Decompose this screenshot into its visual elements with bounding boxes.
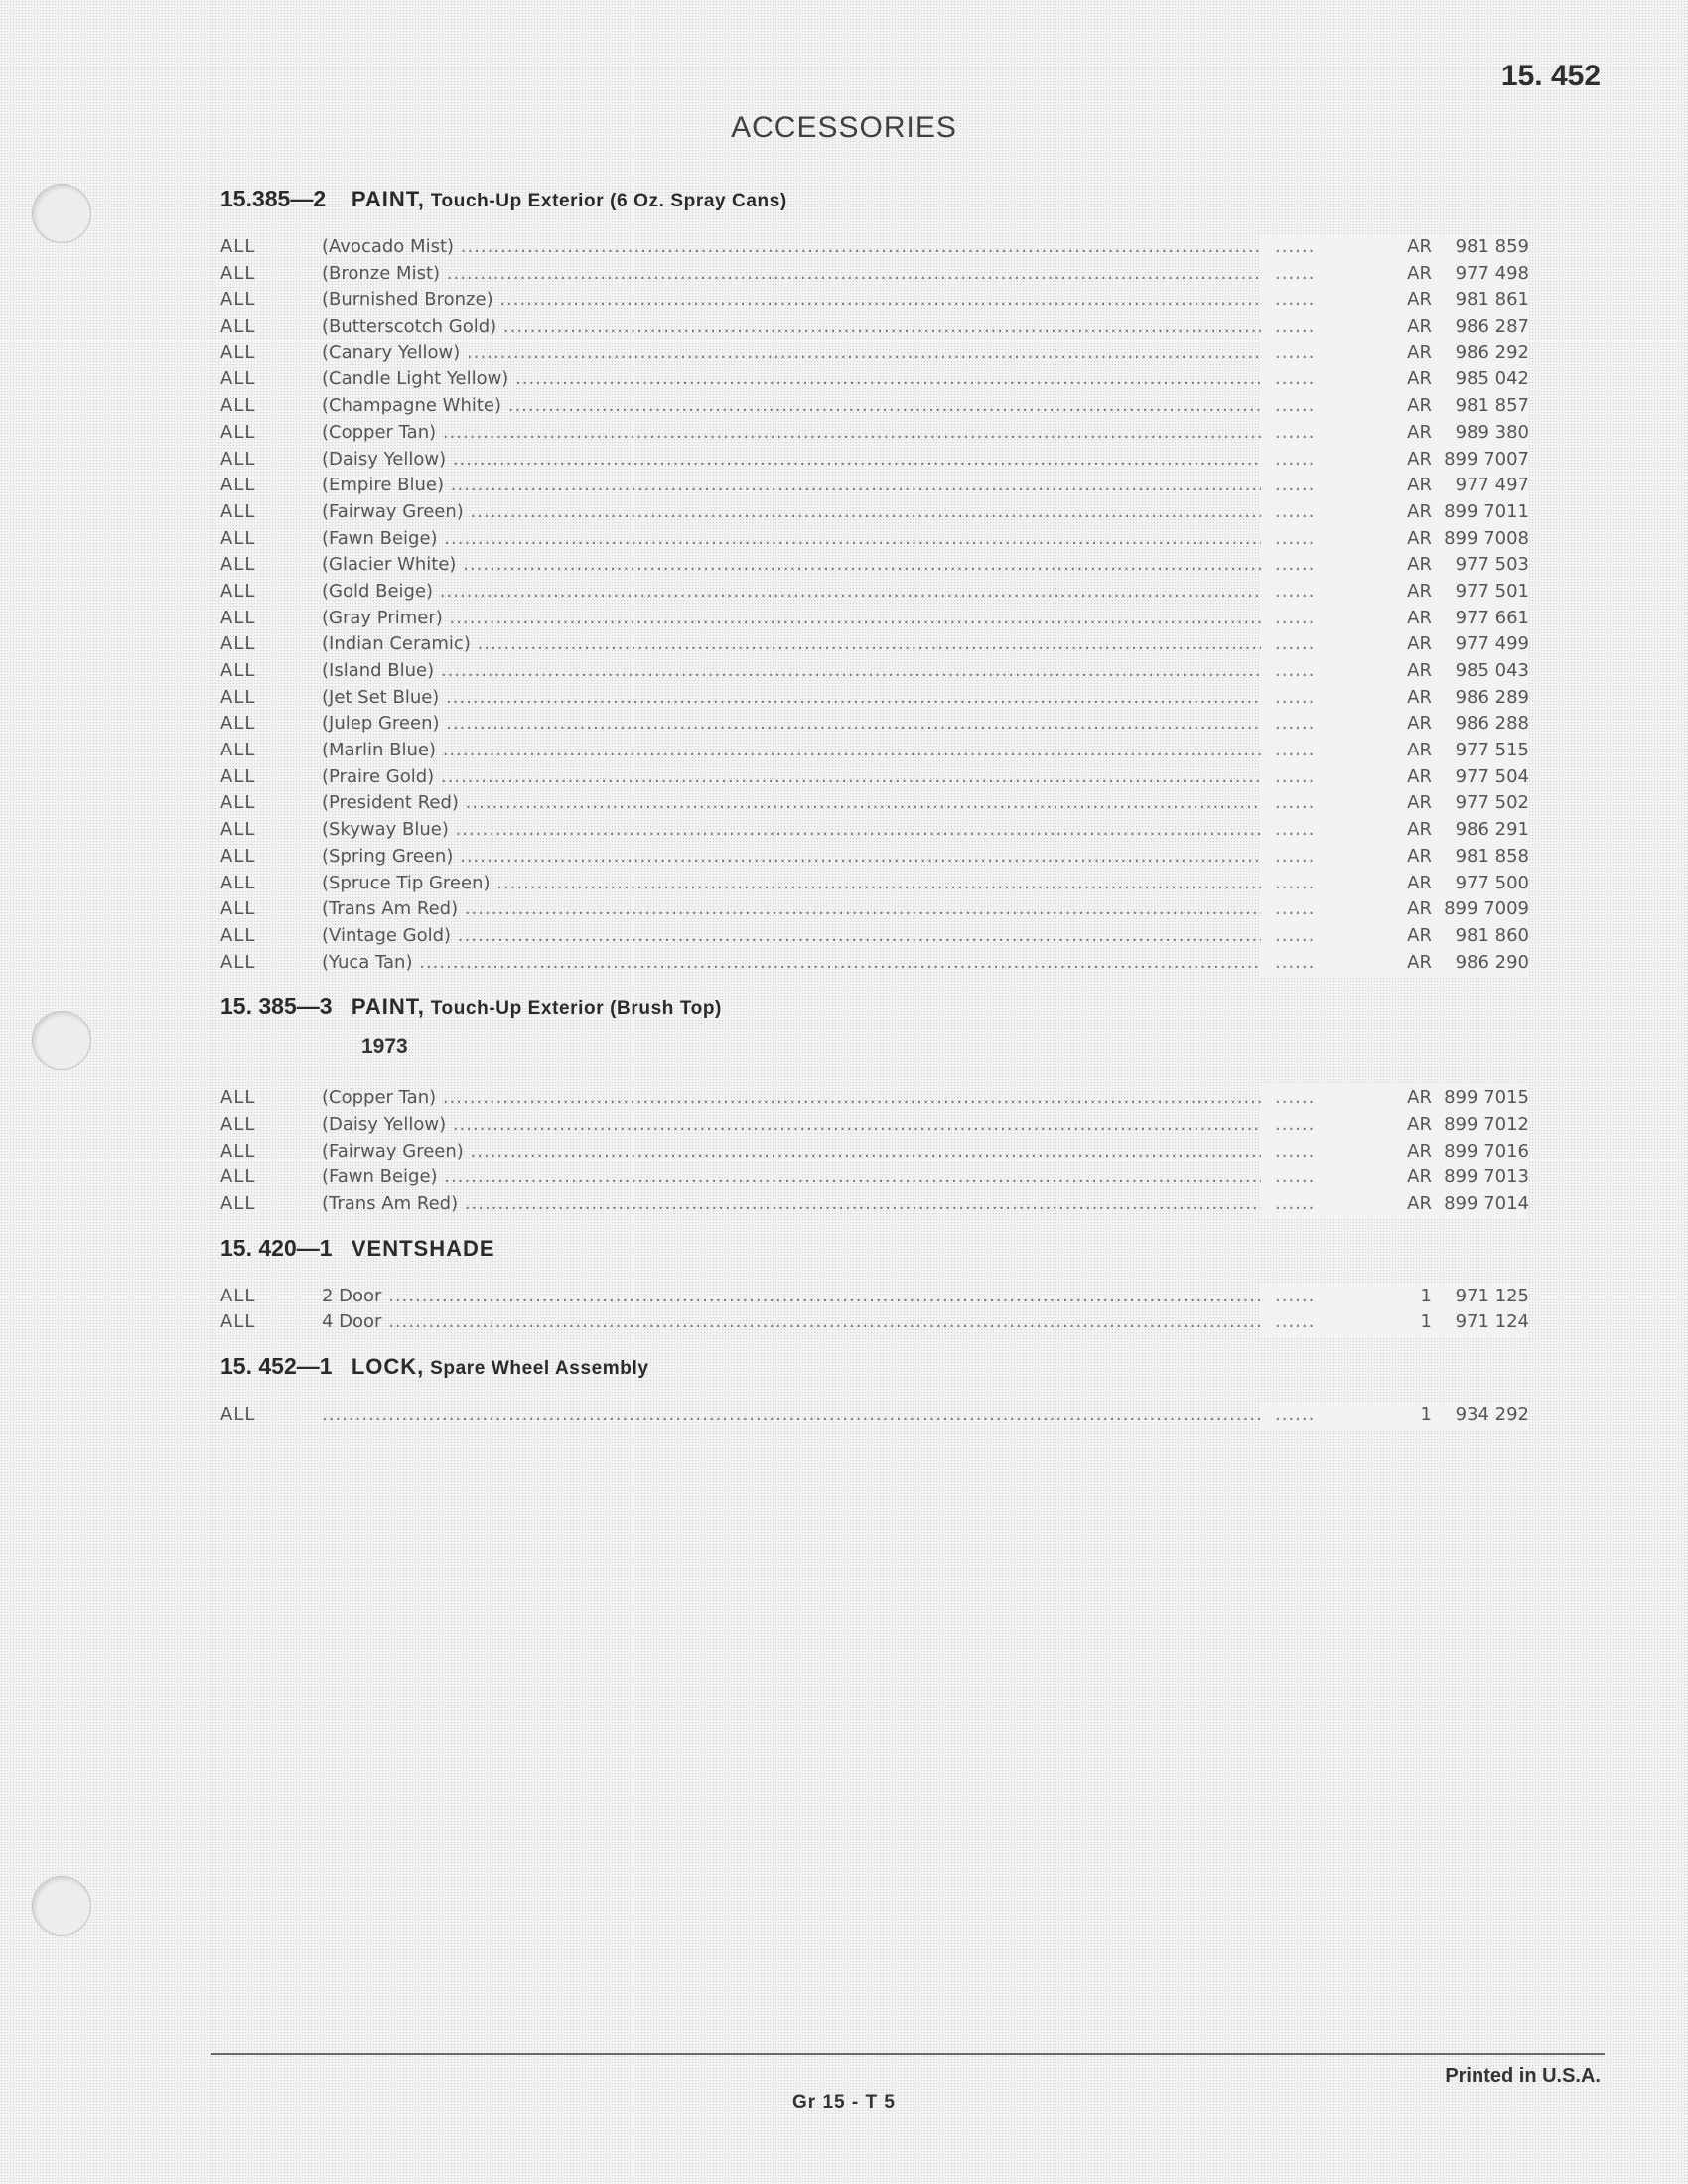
description-cell: (Fawn Beige) ..... xyxy=(322,1164,1440,1191)
description-cell: (Butterscotch Gold) ..... xyxy=(322,314,1440,341)
table-row xyxy=(220,685,1531,712)
leader-dots: ...... xyxy=(1261,499,1384,526)
section-description: Touch-Up Exterior (Brush Top) xyxy=(430,998,722,1020)
table-row xyxy=(220,579,1531,606)
page-title: ACCESSORIES xyxy=(731,111,957,144)
quantity-cell: 1 xyxy=(1352,1402,1454,1429)
leader-dots: ...... xyxy=(1261,341,1384,367)
leader-dots: ...... xyxy=(1261,817,1384,844)
table-row xyxy=(220,447,1531,474)
description-cell: (Glacier White) ..... xyxy=(322,552,1440,579)
section-description: Spare Wheel Assembly xyxy=(430,1358,649,1380)
printed-in-notice: Printed in U.S.A. xyxy=(1445,2065,1601,2087)
part-number-cell: 981 857 xyxy=(1432,393,1529,420)
table-row xyxy=(220,1085,1531,1112)
description-cell: 2 Door ..... xyxy=(322,1284,1440,1310)
quantity-cell: AR xyxy=(1352,261,1454,288)
part-number-cell: 985 043 xyxy=(1432,658,1529,685)
part-number-cell: 985 042 xyxy=(1432,366,1529,393)
part-number-cell: 977 502 xyxy=(1432,790,1529,817)
description-cell: (Avocado Mist) ..... xyxy=(322,234,1440,261)
section-code: 15.385—2 xyxy=(220,186,327,211)
part-number-cell: 977 661 xyxy=(1432,606,1529,632)
quantity-cell: AR xyxy=(1352,420,1454,447)
model-cell: ALL xyxy=(220,713,256,735)
description-cell: (Spring Green) ..... xyxy=(322,844,1440,871)
quantity-cell: AR xyxy=(1352,631,1454,658)
table-row xyxy=(220,261,1531,288)
leader-dots: ...... xyxy=(1261,473,1384,499)
table-row xyxy=(220,923,1531,950)
part-number-cell: 899 7012 xyxy=(1432,1112,1529,1139)
description-cell: (Trans Am Red) ..... xyxy=(322,1191,1440,1218)
table-row xyxy=(220,711,1531,738)
part-number-cell: 899 7015 xyxy=(1432,1085,1529,1112)
section-header xyxy=(220,986,1531,1025)
section-name: PAINT, xyxy=(351,187,425,211)
model-cell: ALL xyxy=(220,607,256,628)
description-cell: (Marlin Blue) ..... xyxy=(322,738,1440,764)
table-row xyxy=(220,871,1531,897)
quantity-cell: AR xyxy=(1352,499,1454,526)
quantity-cell: AR xyxy=(1352,844,1454,871)
quantity-cell: AR xyxy=(1352,896,1454,923)
description-cell: (Trans Am Red) ..... xyxy=(322,896,1440,923)
part-number-cell: 986 292 xyxy=(1432,341,1529,367)
description-cell: (Praire Gold) ..... xyxy=(322,764,1440,791)
footer-rule xyxy=(211,2053,1605,2055)
model-cell: ALL xyxy=(220,1140,256,1161)
leader-dots: ...... xyxy=(1261,764,1384,791)
leader-dots: ...... xyxy=(1261,711,1384,738)
leader-dots: ...... xyxy=(1261,950,1384,977)
table-row xyxy=(220,366,1531,393)
leader-dots: ...... xyxy=(1261,1309,1384,1336)
part-number-cell: 977 504 xyxy=(1432,764,1529,791)
quantity-cell: AR xyxy=(1352,685,1454,712)
part-number-cell: 981 859 xyxy=(1432,234,1529,261)
model-cell: ALL xyxy=(220,500,256,522)
model-year: 1973 xyxy=(361,1035,408,1059)
quantity-cell: AR xyxy=(1352,711,1454,738)
section-header xyxy=(220,1228,1531,1268)
part-number-cell: 986 291 xyxy=(1432,817,1529,844)
model-cell: ALL xyxy=(220,421,256,443)
part-number-cell: 899 7014 xyxy=(1432,1191,1529,1218)
leader-dots: ...... xyxy=(1261,1112,1384,1139)
binder-hole xyxy=(32,1011,91,1070)
quantity-cell: AR xyxy=(1352,1191,1454,1218)
part-number-cell: 981 861 xyxy=(1432,287,1529,314)
part-number-cell: 971 125 xyxy=(1432,1284,1529,1310)
table-row xyxy=(220,1139,1531,1165)
description-cell: (Indian Ceramic) ..... xyxy=(322,631,1440,658)
quantity-cell: AR xyxy=(1352,606,1454,632)
part-number-cell: 977 499 xyxy=(1432,631,1529,658)
table-row xyxy=(220,790,1531,817)
part-number-cell: 989 380 xyxy=(1432,420,1529,447)
description-cell: (Bronze Mist) ..... xyxy=(322,261,1440,288)
table-row xyxy=(220,817,1531,844)
model-cell: ALL xyxy=(220,845,256,867)
leader-dots: ...... xyxy=(1261,685,1384,712)
leader-dots: ...... xyxy=(1261,420,1384,447)
model-cell: ALL xyxy=(220,262,256,284)
description-cell: (Yuca Tan) ..... xyxy=(322,950,1440,977)
model-cell: ALL xyxy=(220,341,256,363)
leader-dots: ...... xyxy=(1261,447,1384,474)
model-cell: ALL xyxy=(220,924,256,946)
leader-dots: ...... xyxy=(1261,579,1384,606)
model-cell: ALL xyxy=(220,898,256,920)
description-cell: (Jet Set Blue) ..... xyxy=(322,685,1440,712)
quantity-cell: AR xyxy=(1352,1085,1454,1112)
model-cell: ALL xyxy=(220,554,256,576)
section-name: PAINT, xyxy=(351,994,425,1020)
leader-dots: ...... xyxy=(1261,790,1384,817)
quantity-cell: AR xyxy=(1352,1139,1454,1165)
part-number-cell: 977 515 xyxy=(1432,738,1529,764)
table-row xyxy=(220,896,1531,923)
leader-dots: ...... xyxy=(1261,234,1384,261)
leader-dots: ...... xyxy=(1261,1402,1384,1429)
leader-dots: ...... xyxy=(1261,1164,1384,1191)
quantity-cell: AR xyxy=(1352,1112,1454,1139)
leader-dots: ...... xyxy=(1261,606,1384,632)
leader-dots: ...... xyxy=(1261,658,1384,685)
section-header xyxy=(220,179,1531,218)
leader-dots: ...... xyxy=(1261,844,1384,871)
description-cell: (Julep Green) ..... xyxy=(322,711,1440,738)
leader-dots: ...... xyxy=(1261,631,1384,658)
part-number-cell: 934 292 xyxy=(1432,1402,1529,1429)
quantity-cell: AR xyxy=(1352,764,1454,791)
part-number-cell: 899 7007 xyxy=(1432,447,1529,474)
model-cell: ALL xyxy=(220,316,256,338)
description-cell: (Copper Tan) ..... xyxy=(322,1085,1440,1112)
section-name: VENTSHADE xyxy=(351,1235,495,1261)
model-cell: ALL xyxy=(220,527,256,549)
description-cell: (Gray Primer) ..... xyxy=(322,606,1440,632)
quantity-cell: AR xyxy=(1352,234,1454,261)
table-row xyxy=(220,314,1531,341)
leader-dots: ...... xyxy=(1261,552,1384,579)
model-cell: ALL xyxy=(220,448,256,470)
table-row xyxy=(220,1191,1531,1218)
part-number-cell: 981 860 xyxy=(1432,923,1529,950)
footer-code: Gr 15 - T 5 xyxy=(792,2092,896,2113)
quantity-cell: AR xyxy=(1352,817,1454,844)
description-cell: (Vintage Gold) ..... xyxy=(322,923,1440,950)
section-code: 15. 452—1 xyxy=(220,1353,333,1380)
model-cell: ALL xyxy=(220,289,256,311)
parts-table xyxy=(220,1085,1531,1217)
leader-dots: ...... xyxy=(1261,738,1384,764)
quantity-cell: AR xyxy=(1352,526,1454,553)
table-row xyxy=(220,234,1531,261)
section-header xyxy=(220,1346,1531,1386)
model-cell: ALL xyxy=(220,633,256,655)
parts-table xyxy=(220,1284,1531,1336)
table-row xyxy=(220,844,1531,871)
table-row xyxy=(220,738,1531,764)
model-cell: ALL xyxy=(220,580,256,602)
quantity-cell: AR xyxy=(1352,366,1454,393)
model-cell: ALL xyxy=(220,872,256,893)
leader-dots: ...... xyxy=(1261,393,1384,420)
description-cell: (Copper Tan) ..... xyxy=(322,420,1440,447)
quantity-cell: AR xyxy=(1352,790,1454,817)
table-row xyxy=(220,552,1531,579)
quantity-cell: AR xyxy=(1352,393,1454,420)
quantity-cell: AR xyxy=(1352,871,1454,897)
description-cell: (Island Blue) ..... xyxy=(322,658,1440,685)
table-row xyxy=(220,526,1531,553)
description-cell: (Fairway Green) ..... xyxy=(322,499,1440,526)
part-number-cell: 899 7016 xyxy=(1432,1139,1529,1165)
part-number-cell: 977 498 xyxy=(1432,261,1529,288)
part-number-cell: 899 7013 xyxy=(1432,1164,1529,1191)
model-cell: ALL xyxy=(220,368,256,390)
binder-hole xyxy=(32,184,91,243)
quantity-cell: AR xyxy=(1352,447,1454,474)
leader-dots: ...... xyxy=(1261,923,1384,950)
part-number-cell: 899 7011 xyxy=(1432,499,1529,526)
page-number: 15. 452 xyxy=(1500,60,1601,92)
quantity-cell: AR xyxy=(1352,579,1454,606)
part-number-cell: 899 7008 xyxy=(1432,526,1529,553)
model-cell: ALL xyxy=(220,1087,256,1109)
part-number-cell: 981 858 xyxy=(1432,844,1529,871)
quantity-cell: AR xyxy=(1352,738,1454,764)
model-cell: ALL xyxy=(220,1166,256,1188)
table-row xyxy=(220,1112,1531,1139)
description-cell: (Empire Blue) ..... xyxy=(322,473,1440,499)
model-cell: ALL xyxy=(220,1404,256,1426)
part-number-cell: 971 124 xyxy=(1432,1309,1529,1336)
description-cell: (Gold Beige) ..... xyxy=(322,579,1440,606)
quantity-cell: AR xyxy=(1352,1164,1454,1191)
leader-dots: ...... xyxy=(1261,1191,1384,1218)
description-cell: (Champagne White) ..... xyxy=(322,393,1440,420)
model-cell: ALL xyxy=(220,951,256,973)
part-number-cell: 977 503 xyxy=(1432,552,1529,579)
binder-hole xyxy=(32,1876,91,1936)
table-row xyxy=(220,950,1531,977)
model-cell: ALL xyxy=(220,765,256,787)
model-cell: ALL xyxy=(220,1311,256,1333)
description-cell: (Daisy Yellow) ..... xyxy=(322,1112,1440,1139)
description-cell: (Canary Yellow) ..... xyxy=(322,341,1440,367)
model-cell: ALL xyxy=(220,740,256,761)
description-cell: (Spruce Tip Green) ..... xyxy=(322,871,1440,897)
leader-dots: ...... xyxy=(1261,871,1384,897)
model-cell: ALL xyxy=(220,686,256,708)
quantity-cell: 1 xyxy=(1352,1284,1454,1310)
part-number-cell: 899 7009 xyxy=(1432,896,1529,923)
model-cell: ALL xyxy=(220,1285,256,1306)
description-cell: (Burnished Bronze) ..... xyxy=(322,287,1440,314)
quantity-cell: AR xyxy=(1352,950,1454,977)
model-cell: ALL xyxy=(220,475,256,496)
part-number-cell: 977 501 xyxy=(1432,579,1529,606)
parts-table xyxy=(220,1402,1531,1429)
description-cell: (President Red) ..... xyxy=(322,790,1440,817)
table-row xyxy=(220,658,1531,685)
part-number-cell: 986 288 xyxy=(1432,711,1529,738)
table-row xyxy=(220,341,1531,367)
leader-dots: ...... xyxy=(1261,314,1384,341)
model-cell: ALL xyxy=(220,660,256,681)
quantity-cell: AR xyxy=(1352,552,1454,579)
model-cell: ALL xyxy=(220,1113,256,1135)
table-row xyxy=(220,631,1531,658)
model-cell: ALL xyxy=(220,395,256,417)
part-number-cell: 986 290 xyxy=(1432,950,1529,977)
description-cell: (Fawn Beige) ..... xyxy=(322,526,1440,553)
leader-dots: ...... xyxy=(1261,1085,1384,1112)
quantity-cell: AR xyxy=(1352,658,1454,685)
leader-dots: ...... xyxy=(1261,1139,1384,1165)
model-cell: ALL xyxy=(220,1193,256,1214)
table-row xyxy=(220,1309,1531,1336)
leader-dots: ...... xyxy=(1261,366,1384,393)
description-cell: 4 Door ..... xyxy=(322,1309,1440,1336)
quantity-cell: AR xyxy=(1352,473,1454,499)
model-cell: ALL xyxy=(220,792,256,814)
table-row xyxy=(220,393,1531,420)
quantity-cell: AR xyxy=(1352,314,1454,341)
section-code: 15. 385—3 xyxy=(220,993,333,1020)
part-number-cell: 986 287 xyxy=(1432,314,1529,341)
leader-dots: ...... xyxy=(1261,261,1384,288)
model-cell: ALL xyxy=(220,819,256,841)
table-row xyxy=(220,764,1531,791)
leader-dots: ...... xyxy=(1261,1284,1384,1310)
table-row xyxy=(220,287,1531,314)
leader-dots: ...... xyxy=(1261,287,1384,314)
description-cell: (Daisy Yellow) ..... xyxy=(322,447,1440,474)
table-row xyxy=(220,1284,1531,1310)
description-cell: (Skyway Blue) ..... xyxy=(322,817,1440,844)
section-description: Touch-Up Exterior (6 Oz. Spray Cans) xyxy=(430,191,787,211)
quantity-cell: AR xyxy=(1352,341,1454,367)
table-row xyxy=(220,499,1531,526)
leader-dots: ...... xyxy=(1261,526,1384,553)
leader-dots: ...... xyxy=(1261,896,1384,923)
section-name: LOCK, xyxy=(351,1354,425,1380)
part-number-cell: 977 500 xyxy=(1432,871,1529,897)
section-code: 15. 420—1 xyxy=(220,1234,333,1261)
part-number-cell: 977 497 xyxy=(1432,473,1529,499)
table-row xyxy=(220,420,1531,447)
model-cell: ALL xyxy=(220,236,256,257)
description-cell: (Candle Light Yellow) ..... xyxy=(322,366,1440,393)
table-row xyxy=(220,1402,1531,1429)
parts-list xyxy=(220,179,1531,1438)
quantity-cell: AR xyxy=(1352,287,1454,314)
parts-table xyxy=(220,234,1531,976)
description-cell: (Fairway Green) ..... xyxy=(322,1139,1440,1165)
table-row xyxy=(220,606,1531,632)
quantity-cell: AR xyxy=(1352,923,1454,950)
quantity-cell: 1 xyxy=(1352,1309,1454,1336)
table-row xyxy=(220,1164,1531,1191)
part-number-cell: 986 289 xyxy=(1432,685,1529,712)
table-row xyxy=(220,473,1531,499)
